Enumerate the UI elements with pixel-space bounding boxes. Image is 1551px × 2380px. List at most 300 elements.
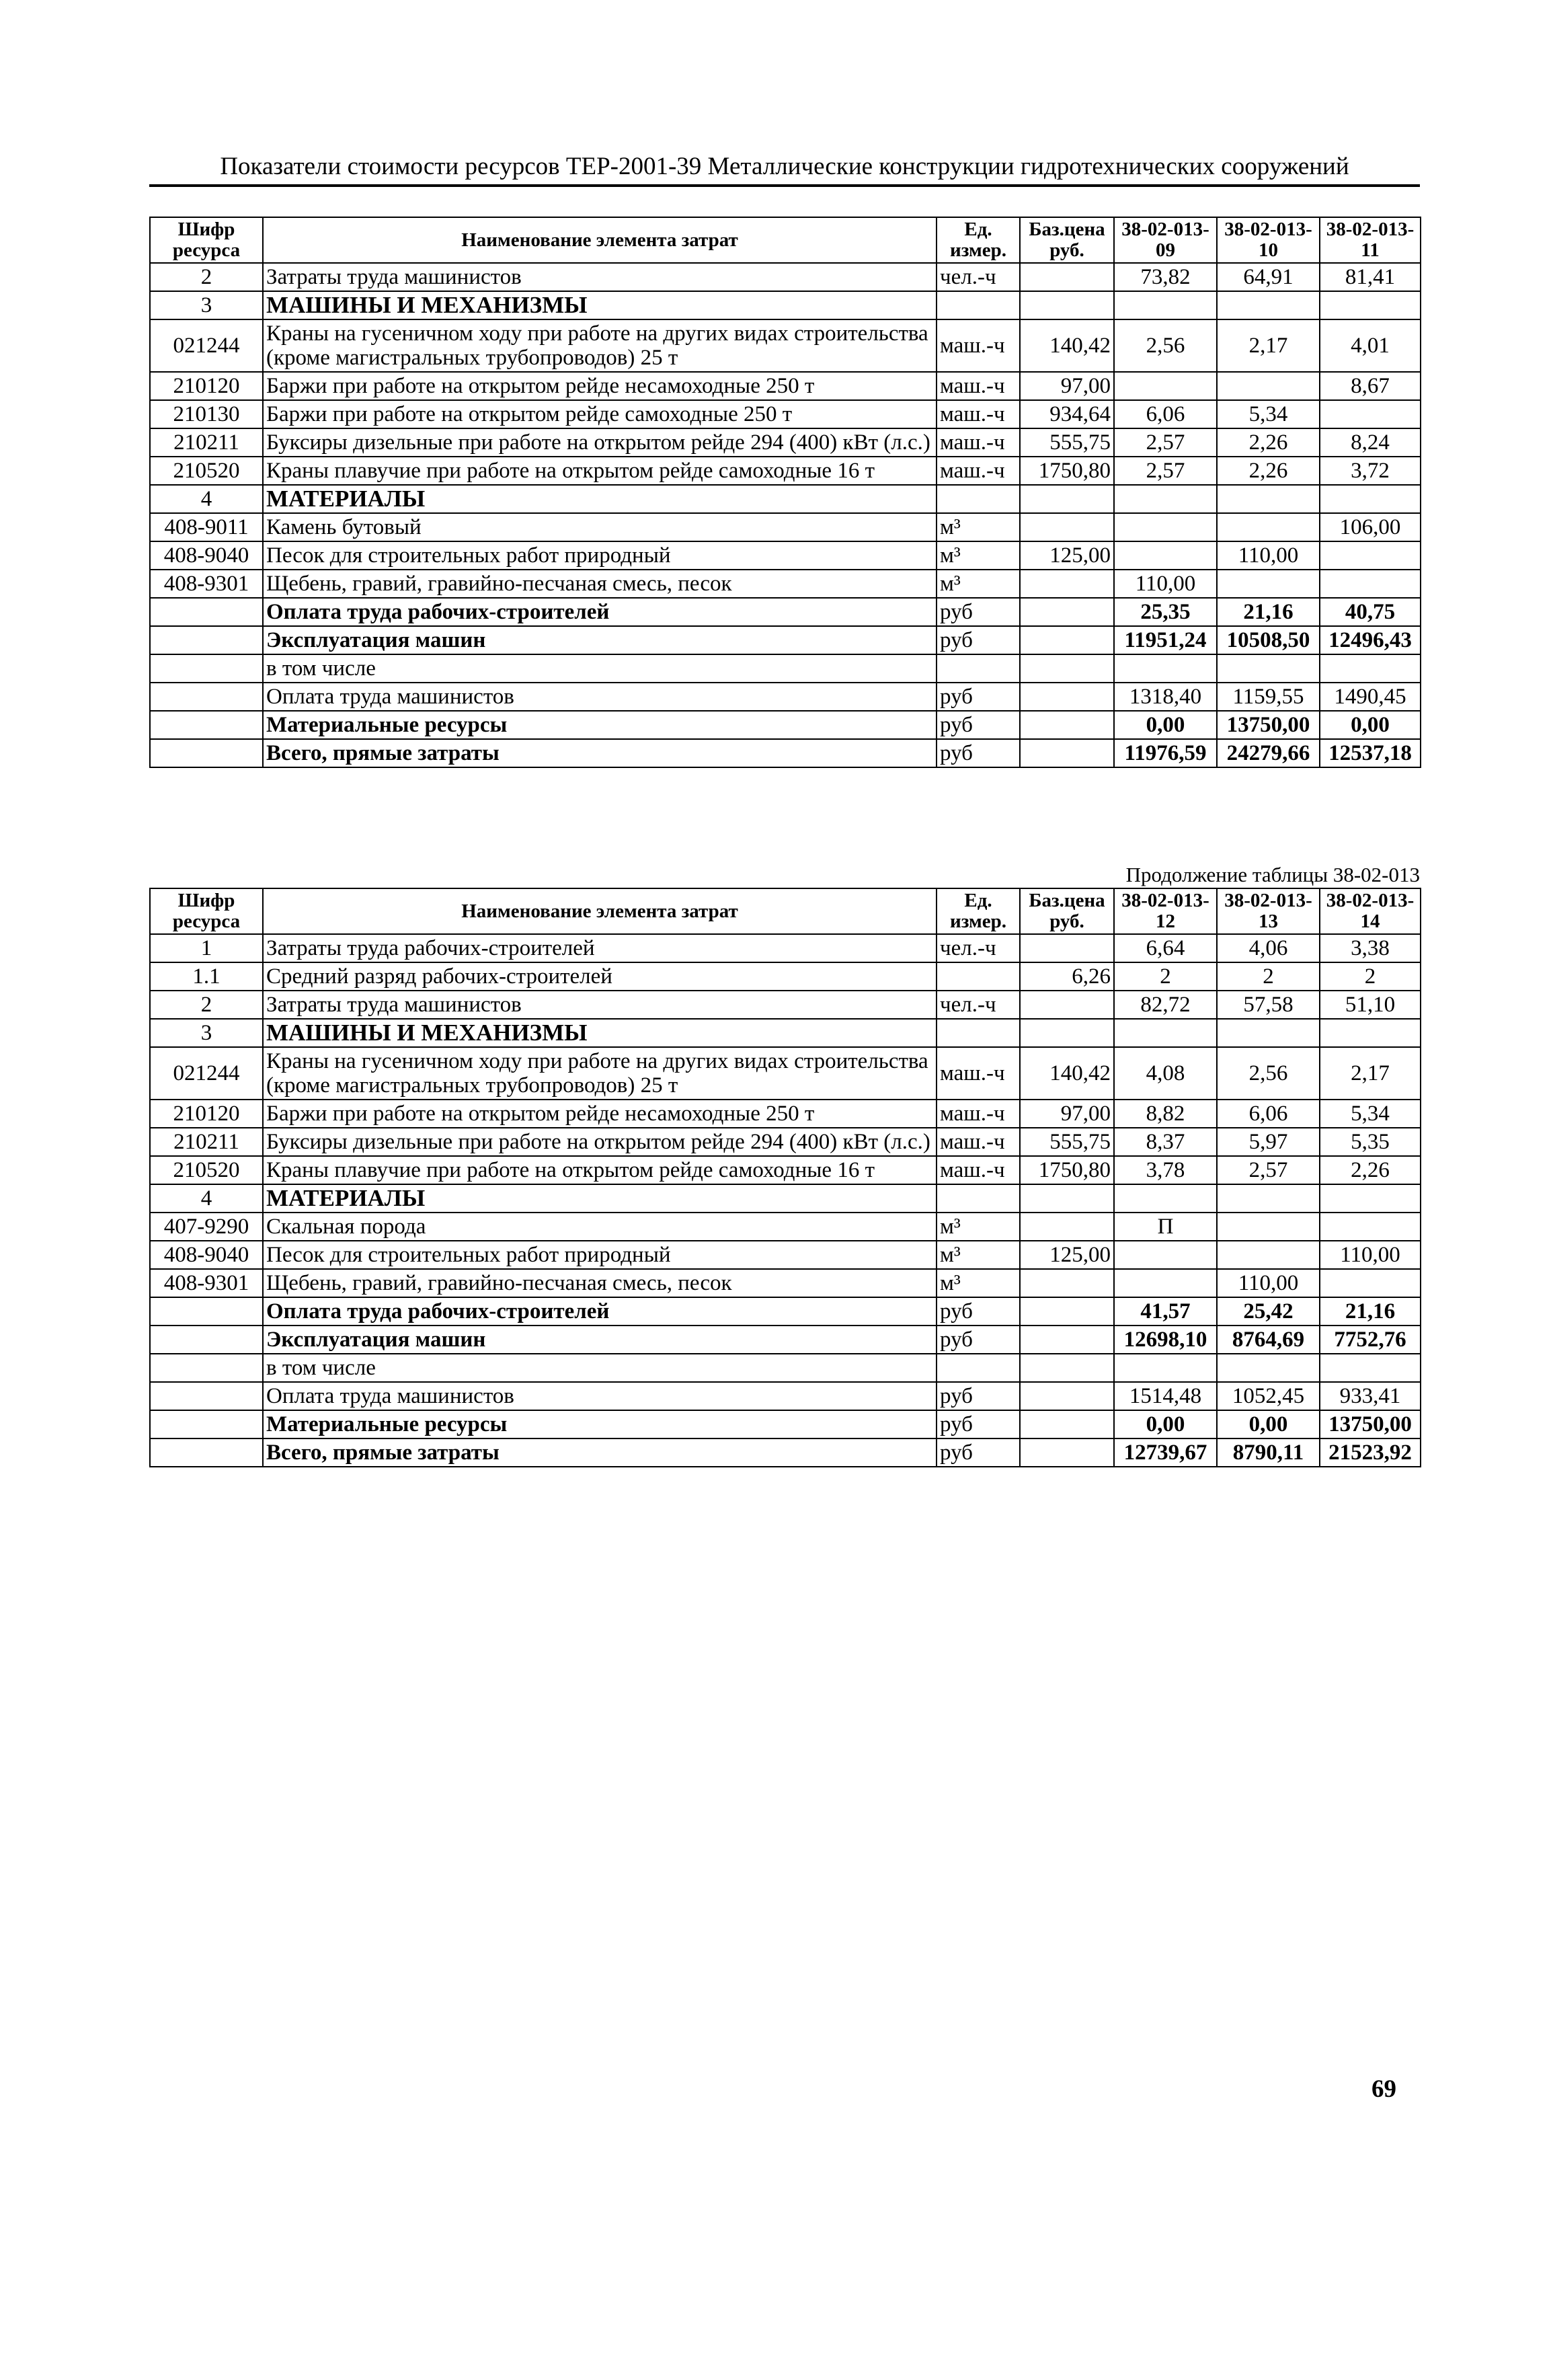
- table-row: [150, 1241, 1421, 1269]
- value-cell: 21,16: [1320, 1297, 1421, 1326]
- resource-code-cell: 408-9011: [150, 513, 263, 541]
- unit-cell: маш.-ч: [937, 428, 1020, 457]
- cost-element-name-cell: МАТЕРИАЛЫ: [263, 485, 937, 513]
- resource-code-cell: 3: [150, 291, 263, 319]
- resource-code-cell: 210520: [150, 1156, 263, 1184]
- value-cell: [1217, 485, 1320, 513]
- cost-element-name-cell: Баржи при работе на открытом рейде самоходные 250 т: [263, 400, 937, 428]
- unit-cell: [937, 962, 1020, 991]
- value-cell: [1217, 291, 1320, 319]
- table-row: [150, 428, 1421, 457]
- total-name-cell: Материальные ресурсы: [263, 1410, 937, 1438]
- unit-cell: руб: [937, 1438, 1020, 1467]
- value-cell: 21,16: [1217, 598, 1320, 626]
- cost-element-name-cell: Камень бутовый: [263, 513, 937, 541]
- value-cell: [1320, 291, 1421, 319]
- base-price-cell: 934,64: [1020, 400, 1114, 428]
- cost-element-name-cell: Краны плавучие при работе на открытом рейде самоходные 16 т: [263, 457, 937, 485]
- header-col-3: 38-02-013-14: [1320, 888, 1421, 934]
- table-row: [150, 1269, 1421, 1297]
- base-price-cell: 97,00: [1020, 1100, 1114, 1128]
- base-price-cell: [1020, 570, 1114, 598]
- empty-cell: [1020, 683, 1114, 711]
- resource-code-cell: 4: [150, 1184, 263, 1213]
- value-cell: 21523,92: [1320, 1438, 1421, 1467]
- empty-cell: [150, 1382, 263, 1410]
- base-price-cell: 555,75: [1020, 1128, 1114, 1156]
- value-cell: [1320, 654, 1421, 683]
- cost-element-name-cell: Затраты труда машинистов: [263, 263, 937, 291]
- total-row: [150, 598, 1421, 626]
- value-cell: [1217, 1184, 1320, 1213]
- empty-cell: [1020, 1326, 1114, 1354]
- value-cell: [1320, 485, 1421, 513]
- value-cell: 11976,59: [1114, 739, 1217, 767]
- value-cell: 2,17: [1217, 319, 1320, 372]
- base-price-cell: [1020, 1184, 1114, 1213]
- value-cell: 2,57: [1217, 1156, 1320, 1184]
- unit-cell: маш.-ч: [937, 372, 1020, 400]
- cost-element-name-cell: Щебень, гравий, гравийно-песчаная смесь, песок: [263, 570, 937, 598]
- unit-cell: руб: [937, 683, 1020, 711]
- empty-cell: [150, 1410, 263, 1438]
- value-cell: 4,01: [1320, 319, 1421, 372]
- header-code: Шифр ресурса: [150, 217, 263, 263]
- value-cell: [1114, 1184, 1217, 1213]
- header-price: Баз.цена руб.: [1020, 217, 1114, 263]
- total-row: [150, 626, 1421, 654]
- value-cell: 13750,00: [1217, 711, 1320, 739]
- cost-element-name-cell: Затраты труда рабочих-строителей: [263, 934, 937, 962]
- value-cell: [1114, 654, 1217, 683]
- resource-code-cell: 210211: [150, 428, 263, 457]
- value-cell: [1320, 1184, 1421, 1213]
- unit-cell: руб: [937, 1326, 1020, 1354]
- table-row: [150, 1019, 1421, 1047]
- total-name-cell: Оплата труда машинистов: [263, 683, 937, 711]
- value-cell: 2,26: [1217, 457, 1320, 485]
- value-cell: [1320, 541, 1421, 570]
- value-cell: 0,00: [1217, 1410, 1320, 1438]
- resource-code-cell: 408-9040: [150, 541, 263, 570]
- value-cell: 110,00: [1217, 1269, 1320, 1297]
- value-cell: 25,35: [1114, 598, 1217, 626]
- base-price-cell: [1020, 485, 1114, 513]
- cost-element-name-cell: Буксиры дизельные при работе на открытом рейде 294 (400) кВт (л.с.): [263, 1128, 937, 1156]
- base-price-cell: [1020, 1019, 1114, 1047]
- unit-cell: чел.-ч: [937, 991, 1020, 1019]
- value-cell: 73,82: [1114, 263, 1217, 291]
- header-price: Баз.цена руб.: [1020, 888, 1114, 934]
- empty-cell: [150, 683, 263, 711]
- resource-code-cell: 210211: [150, 1128, 263, 1156]
- table-row: [150, 457, 1421, 485]
- value-cell: 8,24: [1320, 428, 1421, 457]
- unit-cell: м³: [937, 541, 1020, 570]
- cost-element-name-cell: Баржи при работе на открытом рейде несамоходные 250 т: [263, 372, 937, 400]
- value-cell: [1114, 372, 1217, 400]
- empty-cell: [1020, 1354, 1114, 1382]
- table-row: [150, 570, 1421, 598]
- table-row: [150, 319, 1421, 372]
- resource-code-cell: 3: [150, 1019, 263, 1047]
- total-name-cell: Материальные ресурсы: [263, 711, 937, 739]
- cost-element-name-cell: МАШИНЫ И МЕХАНИЗМЫ: [263, 1019, 937, 1047]
- empty-cell: [1020, 739, 1114, 767]
- value-cell: 3,78: [1114, 1156, 1217, 1184]
- value-cell: 8790,11: [1217, 1438, 1320, 1467]
- unit-cell: чел.-ч: [937, 263, 1020, 291]
- unit-cell: [937, 1019, 1020, 1047]
- total-name-cell: в том числе: [263, 1354, 937, 1382]
- table-header-row: [150, 888, 1421, 934]
- page-number: 69: [1371, 2075, 1396, 2103]
- header-col-2: 38-02-013-13: [1217, 888, 1320, 934]
- empty-cell: [150, 711, 263, 739]
- table-row: [150, 513, 1421, 541]
- table-row: [150, 263, 1421, 291]
- value-cell: [1217, 1019, 1320, 1047]
- header-col-1: 38-02-013-09: [1114, 217, 1217, 263]
- value-cell: 0,00: [1320, 711, 1421, 739]
- cost-element-name-cell: Средний разряд рабочих-строителей: [263, 962, 937, 991]
- value-cell: П: [1114, 1213, 1217, 1241]
- value-cell: [1320, 1354, 1421, 1382]
- value-cell: 1514,48: [1114, 1382, 1217, 1410]
- value-cell: 3,72: [1320, 457, 1421, 485]
- unit-cell: [937, 291, 1020, 319]
- cost-element-name-cell: Затраты труда машинистов: [263, 991, 937, 1019]
- cost-element-name-cell: Щебень, гравий, гравийно-песчаная смесь, песок: [263, 1269, 937, 1297]
- value-cell: 2,56: [1114, 319, 1217, 372]
- value-cell: [1217, 1241, 1320, 1269]
- unit-cell: чел.-ч: [937, 934, 1020, 962]
- empty-cell: [150, 1354, 263, 1382]
- value-cell: 5,34: [1217, 400, 1320, 428]
- resource-code-cell: 210120: [150, 372, 263, 400]
- header-name: Наименование элемента затрат: [263, 888, 937, 934]
- value-cell: 2: [1114, 962, 1217, 991]
- base-price-cell: [1020, 1269, 1114, 1297]
- unit-cell: м³: [937, 513, 1020, 541]
- value-cell: 5,97: [1217, 1128, 1320, 1156]
- value-cell: 81,41: [1320, 263, 1421, 291]
- value-cell: 8,82: [1114, 1100, 1217, 1128]
- unit-cell: маш.-ч: [937, 1047, 1020, 1100]
- unit-cell: м³: [937, 1269, 1020, 1297]
- value-cell: [1114, 485, 1217, 513]
- value-cell: 8764,69: [1217, 1326, 1320, 1354]
- value-cell: 2,57: [1114, 428, 1217, 457]
- resource-code-cell: 021244: [150, 319, 263, 372]
- total-row: [150, 1326, 1421, 1354]
- unit-cell: маш.-ч: [937, 319, 1020, 372]
- resource-code-cell: 210120: [150, 1100, 263, 1128]
- table-row: [150, 934, 1421, 962]
- total-name-cell: в том числе: [263, 654, 937, 683]
- table-row: [150, 1156, 1421, 1184]
- total-row: [150, 739, 1421, 767]
- value-cell: 12496,43: [1320, 626, 1421, 654]
- value-cell: [1114, 1241, 1217, 1269]
- value-cell: 82,72: [1114, 991, 1217, 1019]
- resource-code-cell: 4: [150, 485, 263, 513]
- value-cell: 12537,18: [1320, 739, 1421, 767]
- unit-cell: руб: [937, 739, 1020, 767]
- base-price-cell: [1020, 291, 1114, 319]
- base-price-cell: [1020, 991, 1114, 1019]
- empty-cell: [1020, 1382, 1114, 1410]
- unit-cell: м³: [937, 570, 1020, 598]
- value-cell: 110,00: [1217, 541, 1320, 570]
- empty-cell: [1020, 1410, 1114, 1438]
- table-row: [150, 1128, 1421, 1156]
- value-cell: 51,10: [1320, 991, 1421, 1019]
- value-cell: [1217, 1213, 1320, 1241]
- table-row: [150, 1047, 1421, 1100]
- value-cell: 5,35: [1320, 1128, 1421, 1156]
- table-row: [150, 372, 1421, 400]
- value-cell: [1320, 400, 1421, 428]
- continuation-label: Продолжение таблицы 38-02-013: [1125, 863, 1420, 886]
- value-cell: 5,34: [1320, 1100, 1421, 1128]
- unit-cell: маш.-ч: [937, 1100, 1020, 1128]
- value-cell: 12739,67: [1114, 1438, 1217, 1467]
- base-price-cell: [1020, 263, 1114, 291]
- unit-cell: руб: [937, 711, 1020, 739]
- base-price-cell: 6,26: [1020, 962, 1114, 991]
- total-row: [150, 1354, 1421, 1382]
- value-cell: 110,00: [1320, 1241, 1421, 1269]
- unit-cell: [937, 485, 1020, 513]
- total-name-cell: Эксплуатация машин: [263, 626, 937, 654]
- cost-element-name-cell: Буксиры дизельные при работе на открытом рейде 294 (400) кВт (л.с.): [263, 428, 937, 457]
- total-row: [150, 683, 1421, 711]
- value-cell: 2: [1320, 962, 1421, 991]
- resource-code-cell: 408-9301: [150, 570, 263, 598]
- value-cell: 25,42: [1217, 1297, 1320, 1326]
- total-name-cell: Всего, прямые затраты: [263, 1438, 937, 1467]
- cost-element-name-cell: Песок для строительных работ природный: [263, 1241, 937, 1269]
- value-cell: [1217, 654, 1320, 683]
- empty-cell: [1020, 626, 1114, 654]
- value-cell: 6,06: [1217, 1100, 1320, 1128]
- header-col-2: 38-02-013-10: [1217, 217, 1320, 263]
- unit-cell: [937, 654, 1020, 683]
- table-row: [150, 485, 1421, 513]
- value-cell: [1114, 1019, 1217, 1047]
- unit-cell: маш.-ч: [937, 457, 1020, 485]
- value-cell: 24279,66: [1217, 739, 1320, 767]
- resource-code-cell: 408-9040: [150, 1241, 263, 1269]
- value-cell: 2,26: [1320, 1156, 1421, 1184]
- table-row: [150, 962, 1421, 991]
- value-cell: [1217, 372, 1320, 400]
- unit-cell: [937, 1354, 1020, 1382]
- value-cell: 57,58: [1217, 991, 1320, 1019]
- total-row: [150, 711, 1421, 739]
- cost-table-1: [149, 217, 1421, 768]
- value-cell: 8,37: [1114, 1128, 1217, 1156]
- resource-code-cell: 210130: [150, 400, 263, 428]
- base-price-cell: [1020, 513, 1114, 541]
- value-cell: [1114, 291, 1217, 319]
- unit-cell: руб: [937, 626, 1020, 654]
- cost-element-name-cell: Баржи при работе на открытом рейде несамоходные 250 т: [263, 1100, 937, 1128]
- value-cell: [1114, 513, 1217, 541]
- value-cell: [1114, 541, 1217, 570]
- unit-cell: руб: [937, 1297, 1020, 1326]
- unit-cell: маш.-ч: [937, 1156, 1020, 1184]
- empty-cell: [150, 1297, 263, 1326]
- value-cell: 11951,24: [1114, 626, 1217, 654]
- value-cell: 106,00: [1320, 513, 1421, 541]
- table-row: [150, 991, 1421, 1019]
- cost-table-2: [149, 888, 1421, 1467]
- unit-cell: маш.-ч: [937, 1128, 1020, 1156]
- empty-cell: [1020, 1297, 1114, 1326]
- cost-element-name-cell: МАШИНЫ И МЕХАНИЗМЫ: [263, 291, 937, 319]
- total-row: [150, 1438, 1421, 1467]
- total-name-cell: Оплата труда рабочих-строителей: [263, 1297, 937, 1326]
- header-unit: Ед. измер.: [937, 888, 1020, 934]
- value-cell: 8,67: [1320, 372, 1421, 400]
- unit-cell: м³: [937, 1213, 1020, 1241]
- base-price-cell: 97,00: [1020, 372, 1114, 400]
- total-row: [150, 1410, 1421, 1438]
- table-row: [150, 1100, 1421, 1128]
- page-header: Показатели стоимости ресурсов ТЕР-2001-39 Металлические конструкции гидротехнических сооружений: [220, 153, 1349, 180]
- resource-code-cell: 2: [150, 263, 263, 291]
- value-cell: 2,26: [1217, 428, 1320, 457]
- value-cell: 2,17: [1320, 1047, 1421, 1100]
- table-header-row: [150, 217, 1421, 263]
- value-cell: [1320, 570, 1421, 598]
- header-unit: Ед. измер.: [937, 217, 1020, 263]
- value-cell: [1320, 1213, 1421, 1241]
- empty-cell: [150, 739, 263, 767]
- empty-cell: [1020, 711, 1114, 739]
- cost-element-name-cell: Краны на гусеничном ходу при работе на других видах строительства (кроме магистральных трубопроводов) 25 т: [263, 1047, 937, 1100]
- value-cell: [1217, 570, 1320, 598]
- unit-cell: руб: [937, 1410, 1020, 1438]
- value-cell: 3,38: [1320, 934, 1421, 962]
- value-cell: 0,00: [1114, 1410, 1217, 1438]
- resource-code-cell: 1: [150, 934, 263, 962]
- base-price-cell: 1750,80: [1020, 1156, 1114, 1184]
- empty-cell: [1020, 1438, 1114, 1467]
- value-cell: [1320, 1019, 1421, 1047]
- value-cell: 2,56: [1217, 1047, 1320, 1100]
- value-cell: 1052,45: [1217, 1382, 1320, 1410]
- header-col-1: 38-02-013-12: [1114, 888, 1217, 934]
- value-cell: 6,64: [1114, 934, 1217, 962]
- base-price-cell: 140,42: [1020, 319, 1114, 372]
- unit-cell: м³: [937, 1241, 1020, 1269]
- cost-element-name-cell: Песок для строительных работ природный: [263, 541, 937, 570]
- value-cell: 12698,10: [1114, 1326, 1217, 1354]
- total-name-cell: Оплата труда машинистов: [263, 1382, 937, 1410]
- empty-cell: [150, 654, 263, 683]
- unit-cell: маш.-ч: [937, 400, 1020, 428]
- empty-cell: [1020, 598, 1114, 626]
- value-cell: [1114, 1269, 1217, 1297]
- total-name-cell: Эксплуатация машин: [263, 1326, 937, 1354]
- base-price-cell: [1020, 934, 1114, 962]
- base-price-cell: 140,42: [1020, 1047, 1114, 1100]
- value-cell: 13750,00: [1320, 1410, 1421, 1438]
- value-cell: 933,41: [1320, 1382, 1421, 1410]
- value-cell: 64,91: [1217, 263, 1320, 291]
- cost-element-name-cell: МАТЕРИАЛЫ: [263, 1184, 937, 1213]
- header-name: Наименование элемента затрат: [263, 217, 937, 263]
- empty-cell: [150, 1438, 263, 1467]
- value-cell: 2: [1217, 962, 1320, 991]
- value-cell: 2,57: [1114, 457, 1217, 485]
- resource-code-cell: 408-9301: [150, 1269, 263, 1297]
- value-cell: 7752,76: [1320, 1326, 1421, 1354]
- cost-element-name-cell: Краны на гусеничном ходу при работе на других видах строительства (кроме магистральных трубопроводов) 25 т: [263, 319, 937, 372]
- value-cell: 0,00: [1114, 711, 1217, 739]
- table-row: [150, 400, 1421, 428]
- header-col-3: 38-02-013-11: [1320, 217, 1421, 263]
- value-cell: 40,75: [1320, 598, 1421, 626]
- value-cell: 4,08: [1114, 1047, 1217, 1100]
- value-cell: 1490,45: [1320, 683, 1421, 711]
- empty-cell: [150, 626, 263, 654]
- value-cell: [1217, 1354, 1320, 1382]
- header-code: Шифр ресурса: [150, 888, 263, 934]
- value-cell: [1320, 1269, 1421, 1297]
- unit-cell: руб: [937, 1382, 1020, 1410]
- empty-cell: [150, 1326, 263, 1354]
- base-price-cell: 1750,80: [1020, 457, 1114, 485]
- total-row: [150, 1382, 1421, 1410]
- total-name-cell: Всего, прямые затраты: [263, 739, 937, 767]
- cost-element-name-cell: Краны плавучие при работе на открытом рейде самоходные 16 т: [263, 1156, 937, 1184]
- base-price-cell: 125,00: [1020, 1241, 1114, 1269]
- resource-code-cell: 021244: [150, 1047, 263, 1100]
- empty-cell: [1020, 654, 1114, 683]
- resource-code-cell: 210520: [150, 457, 263, 485]
- resource-code-cell: 2: [150, 991, 263, 1019]
- table-row: [150, 1213, 1421, 1241]
- table-row: [150, 1184, 1421, 1213]
- unit-cell: [937, 1184, 1020, 1213]
- base-price-cell: 555,75: [1020, 428, 1114, 457]
- total-row: [150, 654, 1421, 683]
- value-cell: 1318,40: [1114, 683, 1217, 711]
- empty-cell: [150, 598, 263, 626]
- total-row: [150, 1297, 1421, 1326]
- resource-code-cell: 1.1: [150, 962, 263, 991]
- unit-cell: руб: [937, 598, 1020, 626]
- base-price-cell: 125,00: [1020, 541, 1114, 570]
- cost-element-name-cell: Скальная порода: [263, 1213, 937, 1241]
- total-name-cell: Оплата труда рабочих-строителей: [263, 598, 937, 626]
- base-price-cell: [1020, 1213, 1114, 1241]
- value-cell: 6,06: [1114, 400, 1217, 428]
- resource-code-cell: 407-9290: [150, 1213, 263, 1241]
- table-row: [150, 541, 1421, 570]
- value-cell: 1159,55: [1217, 683, 1320, 711]
- value-cell: [1114, 1354, 1217, 1382]
- value-cell: 110,00: [1114, 570, 1217, 598]
- value-cell: [1217, 513, 1320, 541]
- value-cell: 4,06: [1217, 934, 1320, 962]
- value-cell: 10508,50: [1217, 626, 1320, 654]
- header-rule: [149, 184, 1420, 187]
